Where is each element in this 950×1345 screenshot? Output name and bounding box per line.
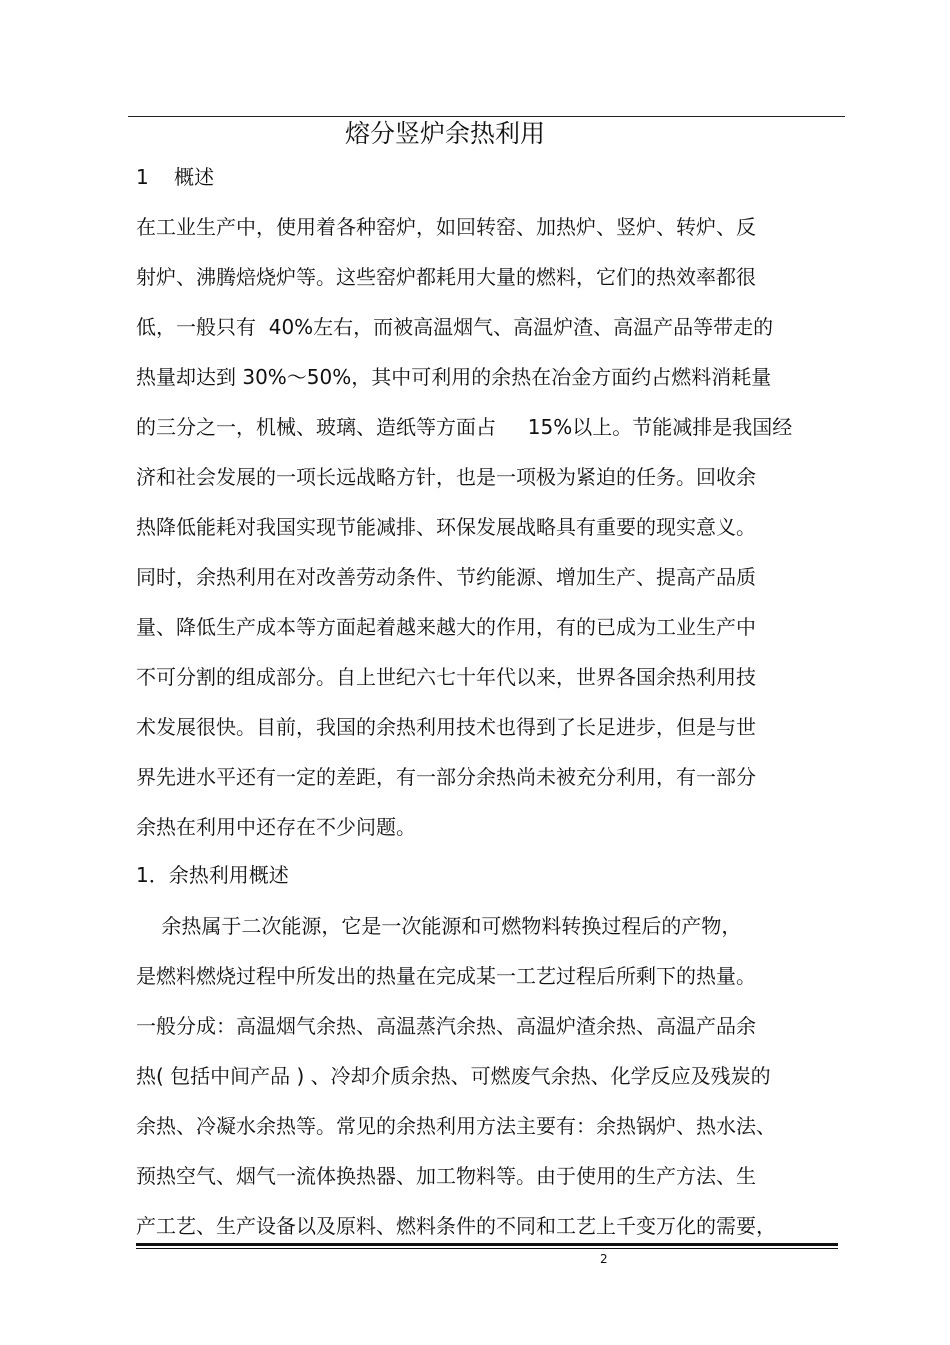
text-line: 同时，余热利用在对改善劳动条件、节约能源、增加生产、提高产品质 — [136, 565, 756, 589]
text-line: 余热、冷凝水余热等。常见的余热利用方法主要有：余热锅炉、热水法、 — [136, 1114, 776, 1138]
text-line: 余热在利用中还存在不少问题。 — [136, 815, 416, 839]
text-line: 界先进水平还有一定的差距，有一部分余热尚未被充分利用，有一部分 — [136, 765, 756, 789]
footer-rule-thin — [136, 1248, 838, 1249]
text-line: 低，一般只有 40%左右，而被高温烟气、高温炉渣、高温产品等带走的 — [136, 315, 774, 339]
text-line: 在工业生产中，使用着各种窑炉，如回转窑、加热炉、竖炉、转炉、反 — [136, 215, 756, 239]
text-line: 济和社会发展的一项长远战略方针，也是一项极为紧迫的任务。回收余 — [136, 465, 756, 489]
footer-rule-thick — [136, 1243, 838, 1246]
text-line: 产工艺、生产设备以及原料、燃料条件的不同和工艺上千变万化的需要， — [136, 1214, 776, 1238]
text-line: 的三分之一，机械、玻璃、造纸等方面占 15%以上。节能减排是我国经 — [136, 415, 793, 439]
text-line: 不可分割的组成部分。自上世纪六七十年代以来，世界各国余热利用技 — [136, 665, 756, 689]
subsection-heading: 1．余热利用概述 — [136, 863, 289, 887]
text-line: 热量却达到 30%～50%，其中可利用的余热在冶金方面约占燃料消耗量 — [136, 365, 772, 389]
top-rule — [128, 116, 845, 117]
text-line: 量、降低生产成本等方面起着越来越大的作用，有的已成为工业生产中 — [136, 615, 756, 639]
text-line: 热降低能耗对我国实现节能减排、环保发展战略具有重要的现实意义。 — [136, 515, 756, 539]
page-number: 2 — [600, 1252, 608, 1266]
section-heading: 1 概述 — [136, 165, 215, 189]
text-line: 一般分成：高温烟气余热、高温蒸汽余热、高温炉渣余热、高温产品余 — [136, 1014, 756, 1038]
text-line: 热( 包括中间产品 ) 、冷却介质余热、可燃废气余热、化学反应及残炭的 — [136, 1064, 771, 1088]
page-title: 熔分竖炉余热利用 — [344, 119, 545, 148]
text-line: 是燃料燃烧过程中所发出的热量在完成某一工艺过程后所剩下的热量。 — [136, 964, 756, 988]
text-line: 余热属于二次能源，它是一次能源和可燃物料转换过程后的产物， — [136, 914, 742, 938]
text-line: 射炉、沸腾焙烧炉等。这些窑炉都耗用大量的燃料，它们的热效率都很 — [136, 265, 756, 289]
text-line: 术发展很快。目前，我国的余热利用技术也得到了长足进步，但是与世 — [136, 715, 756, 739]
text-line: 预热空气、烟气一流体换热器、加工物料等。由于使用的生产方法、生 — [136, 1164, 756, 1188]
